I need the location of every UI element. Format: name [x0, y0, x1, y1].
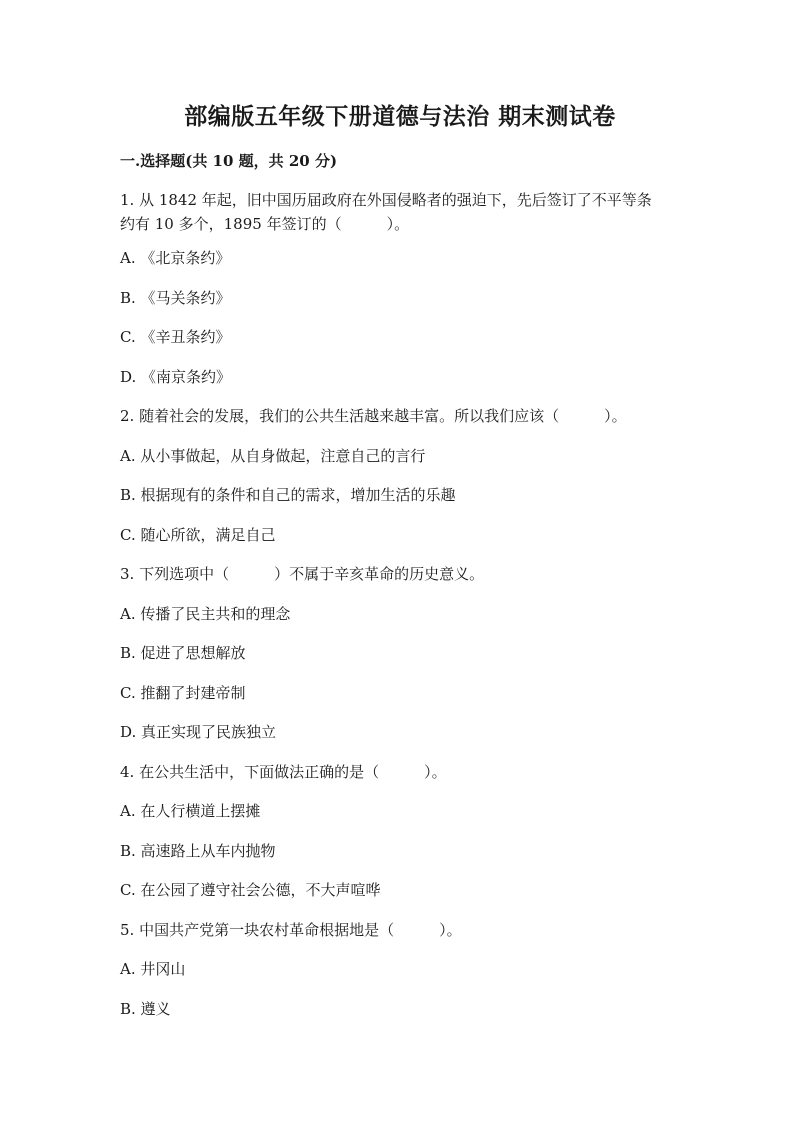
page-title: 部编版五年级下册道德与法治 期末测试卷 — [184, 103, 616, 130]
question-1-option-d: D. 《南京条约》 — [120, 368, 232, 386]
question-2-option-a: A. 从小事做起，从自身做起，注意自己的言行 — [120, 447, 426, 465]
question-4-option-c: C. 在公园了遵守社会公德，不大声喧哗 — [120, 881, 381, 899]
question-3-stem: 3. 下列选项中（ ）不属于辛亥革命的历史意义。 — [120, 565, 485, 583]
question-4-stem: 4. 在公共生活中，下面做法正确的是（ ）。 — [120, 763, 447, 781]
question-1-stem-line-2: 约有 10 多个，1895 年签订的（ ）。 — [120, 215, 410, 233]
question-2-option-b: B. 根据现有的条件和自己的需求，增加生活的乐趣 — [120, 486, 456, 504]
question-5-option-b: B. 遵义 — [120, 1000, 171, 1018]
question-3-option-b: B. 促进了思想解放 — [120, 644, 246, 662]
section-heading: 一.选择题(共 10 题，共 20 分) — [120, 152, 338, 170]
question-2-option-c: C. 随心所欲，满足自己 — [120, 526, 276, 544]
question-5-stem: 5. 中国共产党第一块农村革命根据地是（ ）。 — [120, 921, 462, 939]
question-1-option-c: C. 《辛丑条约》 — [120, 328, 231, 346]
question-3-option-a: A. 传播了民主共和的理念 — [120, 605, 291, 623]
question-2-stem: 2. 随着社会的发展，我们的公共生活越来越丰富。所以我们应该（ ）。 — [120, 407, 627, 425]
question-3-option-c: C. 推翻了封建帝制 — [120, 684, 246, 702]
question-4-option-b: B. 高速路上从车内抛物 — [120, 842, 276, 860]
question-1-stem-line-1: 1. 从 1842 年起，旧中国历届政府在外国侵略者的强迫下，先后签订了不平等条 — [120, 191, 652, 209]
question-1-option-a: A. 《北京条约》 — [120, 249, 231, 267]
question-3-option-d: D. 真正实现了民族独立 — [120, 723, 277, 741]
question-4-option-a: A. 在人行横道上摆摊 — [120, 802, 261, 820]
question-5-option-a: A. 井冈山 — [120, 960, 186, 978]
question-1-option-b: B. 《马关条约》 — [120, 289, 231, 307]
